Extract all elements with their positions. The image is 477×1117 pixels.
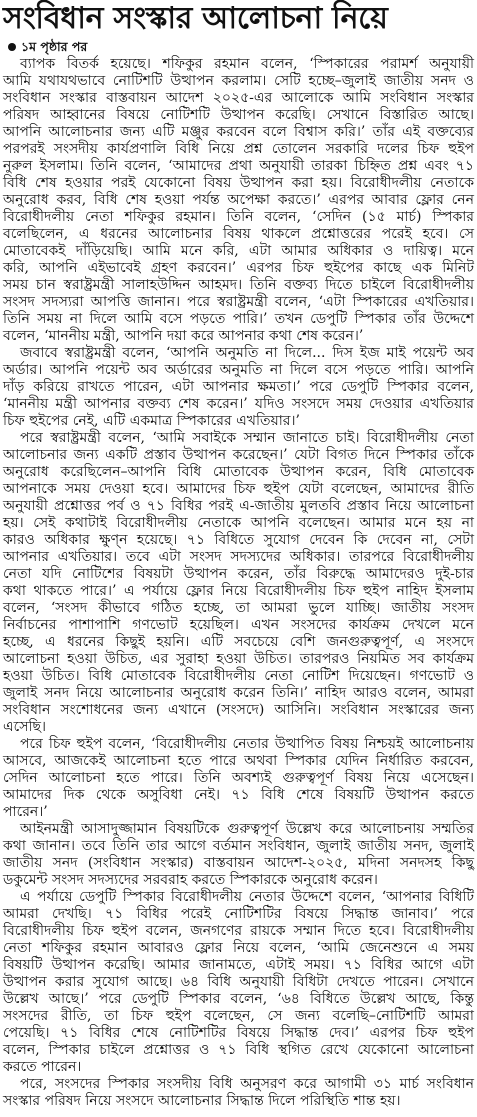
paragraph-line: মোতাবেকই দাঁড়িয়েছি। আমি মনে করি, এটা আমার অধিকার ও দায়িত্ব। মনে — [3, 243, 474, 259]
paragraph-line: পরিষদ আহ্বানের বিষয়ে নোটিশটি উত্থাপন করেছি। সেখানে বিস্তারিত আছে। — [3, 107, 474, 123]
paragraph-line: বলেছিলেন, এ ধরনের আলোচনার বিষয় থাকলে প্রশ্নোত্তরের পরেই হবে। সে — [3, 226, 474, 242]
paragraph-line: পরে স্বরাষ্ট্রমন্ত্রী বলেন, ‘আমি সবাইকে সম্মান জানাতে চাই। বিরোধীদলীয় নেতা — [20, 430, 474, 446]
paragraph-line: হওয়া উচিত। বিধি মোতাবেক বিরোধীদলীয় নেতা নোটিশ দিয়েছেন। গণভোট ও — [3, 668, 474, 684]
article-body — [3, 56, 474, 1110]
paragraph-line: অনুরোধ করেছিলেন–আপনি বিধি মোতাবেক উত্থাপন করেন, বিধি মোতাবেক — [3, 464, 474, 480]
paragraph-line: আপনার এখতিয়ার। তবে এটা সংসদ সদস্যদের অধিকার। তারপরে বিরোধীদলীয় — [3, 549, 474, 565]
paragraph-line: সংসদ সদস্যরা আপত্তি জানান। পরে স্বরাষ্ট্রমন্ত্রী বলেন, ‘এটা স্পিকারের এখতিয়ার। — [3, 294, 474, 310]
paragraph-line: সংবিধান সংস্কার বাস্তবায়ন আদেশ ২০২৫-এর আলোকে আমি সংবিধান সংস্কার — [3, 90, 474, 106]
paragraph-line: বিরোধীদলীয় চিফ হুইপ বলেন, জনগণের রায়কে সম্মান দিতে হবে। বিরোধীদলীয় — [3, 923, 474, 939]
paragraph-line: জবাবে স্বরাষ্ট্রমন্ত্রী বলেন, ‘আপনি অনুমতি না দিলে... দিস ইজ মাই পয়েন্ট অব — [20, 345, 474, 361]
paragraph-line: এসেছি। — [3, 719, 47, 735]
paragraph-line: আমাদের দিক থেকে অসুবিধা নেই। ৭১ বিধি শেষে বিষয়টি উত্থাপন করতে — [3, 787, 474, 803]
paragraph-line: আমি যথাযথভাবে নোটিশটি উত্থাপন করলাম। সেটি হচ্ছে–জুলাই জাতীয় সনদ ও — [3, 73, 474, 89]
paragraph-line: কথা জানান। তবে তিনি তার আগে বর্তমান সংবিধান, জুলাই জাতীয় সনদ, জুলাই — [3, 838, 474, 854]
paragraph-line: নেতা যদি নোটিশের বিষয়টা উত্থাপন করেন, তাঁর বিরুদ্ধে আমাদেরও দুই-চার — [3, 566, 474, 582]
paragraph-line: জুলাই সনদ নিয়ে আলোচনার অনুরোধ করেন তিনি।’ নাহিদ আরও বলেন, আমরা — [3, 685, 474, 701]
paragraph-line: চিফ হুইপের নেই, এটি একমাত্র স্পিকারের এখতিয়ার।’ — [3, 413, 300, 429]
headline: সংবিধান সংস্কার আলোচনা নিয়ে — [3, 1, 388, 36]
paragraph-line: পেয়েছি। ৭১ বিধির শেষে নোটিশটির বিষয়ে সিদ্ধান্ত দেব।’ এরপর চিফ হুইপ — [3, 1025, 474, 1041]
article-paragraph — [3, 56, 474, 345]
paragraph-line: বিধি শেষ হওয়ার পরই যেকোনো বিষয় উত্থাপন করা হয়। বিরোধীদলীয় নেতাকে — [3, 175, 474, 191]
paragraph-line: নির্বাচনের পাশাপাশি গণভোট হয়েছিল। এখন সংসদের কার্যক্রম দেখলে মনে — [3, 617, 474, 633]
paragraph-line: বিরোধীদলীয় নেতা শফিকুর রহমান। তিনি বলেন, ‘সেদিন (১৫ মার্চ) স্পিকার — [3, 209, 474, 225]
article-paragraph — [3, 889, 474, 1076]
paragraph-line: করি, আপনি এইভাবেই গ্রহণ করবেন।’ এরপর চিফ হুইপের কাছে এক মিনিট — [3, 260, 474, 276]
bullet-icon — [8, 43, 16, 51]
paragraph-line: অনুযায়ী প্রশ্নোত্তর পর্ব ও ৭১ বিধির পরই এ-জাতীয় মুলতবি প্রস্তাব নিয়ে আলোচনা — [3, 498, 474, 514]
paragraph-line: কথা থাকতে পারে।’ এ পর্যায়ে ফ্লোর নিয়ে বিরোধীদলীয় চিফ হুইপ নাহিদ ইসলাম — [3, 583, 474, 599]
paragraph-line: এ পর্যায়ে ডেপুটি স্পিকার বিরোধীদলীয় নেতার উদ্দেশে বলেন, ‘আপনার বিধিটি — [20, 889, 474, 905]
paragraph-line: পরপরই সংসদীয় কার্যপ্রণালি বিধি নিয়ে প্রশ্ন তোলেন সরকারি দলের চিফ হুইপ — [3, 141, 474, 157]
paragraph-line: ‘মাননীয় মন্ত্রী আপনার বক্তব্য শেষ করেন।’ যদিও সংসদে সময় দেওয়ার এখতিয়ার — [3, 396, 474, 412]
paragraph-line: বিষয়টি উত্থাপন করেছি। আমার জানামতে, এটাই সময়। ৭১ বিধির আগে এটা — [3, 957, 474, 973]
paragraph-line: বলেন, স্পিকার চাইলে প্রশ্নোত্তর ও ৭১ বিধি স্থগিত রেখে যেকোনো আলোচনা — [3, 1042, 474, 1058]
paragraph-line: আলোচনার জন্য একটি প্রস্তাব উত্থাপন করেছেন।’ যেটা বিগত দিনে স্পিকার তাঁকে — [3, 447, 474, 463]
paragraph-line: সংস্কার পরিষদ নিয়ে সংসদে আলোচনার সিদ্ধান্ত দিলে পরিস্থিতি শান্ত হয়। — [3, 1093, 401, 1109]
paragraph-line: জাতীয় সনদ (সংবিধান সংস্কার) বাস্তবায়ন আদেশ-২০২৫, মদিনা সনদসহ কিছু — [3, 855, 474, 871]
paragraph-line: পরে, সংসদের স্পিকার সংসদীয় বিধি অনুসরণ করে আগামী ৩১ মার্চ সংবিধান — [20, 1076, 474, 1092]
paragraph-line: আইনমন্ত্রী আসাদুজ্জামান বিষয়টিকে গুরুত্বপূর্ণ উল্লেখ করে আলোচনায় সম্মতির — [20, 821, 474, 837]
paragraph-line: আপনি আলোচনার জন্য এটি মঞ্জুর করবেন বলে বিশ্বাস করি।’ তাঁর এই বক্তব্যের — [3, 124, 474, 140]
paragraph-line: বলেন, ‘মাননীয় মন্ত্রী, আপনি দয়া করে আপনার কথা শেষ করেন।’ — [3, 328, 364, 344]
paragraph-line: পরে চিফ হুইপ বলেন, ‘বিরোধীদলীয় নেতার উত্থাপিত বিষয় নিশ্চয়ই আলোচনায় — [20, 736, 474, 752]
paragraph-line: সংসদের রীতি, তা চিফ হুইপ বলেছেন, সে জন্য বলেছি–নোটিশটি আমরা — [3, 1008, 474, 1024]
article-paragraph — [3, 1076, 474, 1110]
paragraph-line: আপনাকে সময় দেওয়া হবে। আমাদের চিফ হুইপ যেটা বলেছেন, আমাদের রীতি — [3, 481, 474, 497]
paragraph-line: সংবিধান সংশোধনের জন্য এখানে (সংসদে) আসিনি। সংবিধান সংস্কারের জন্য — [3, 702, 474, 718]
paragraph-line: পারেন।’ — [3, 804, 48, 820]
paragraph-line: নুরুল ইসলাম। তিনি বলেন, ‘আমাদের প্রথা অনুযায়ী তারকা চিহ্নিত প্রশ্ন এবং ৭১ — [3, 158, 474, 174]
paragraph-line: সেদিন আলোচনা হতে পারে। তিনি অবশ্যই গুরুত্বপূর্ণ বিষয় নিয়ে এসেছেন। — [3, 770, 474, 786]
paragraph-line: বলেন, ‘সংসদ কীভাবে গঠিত হচ্ছে, তা আমরা ভুলে যাচ্ছি। জাতীয় সংসদ — [3, 600, 474, 616]
article-paragraph — [3, 736, 474, 821]
paragraph-line: অনুরোধ করব, বিধি শেষ হওয়া পর্যন্ত অপেক্ষা করতে।’ এরপর আবার ফ্লোর নেন — [3, 192, 474, 208]
paragraph-line: অর্ডার। আপনি পয়েন্ট অব অর্ডারের অনুমতি না দিলে বসে পড়তে পারি। আপনি — [3, 362, 474, 378]
paragraph-line: দাঁড় করিয়ে রাখতে পারেন, এটা আপনার ক্ষমতা।’ পরে ডেপুটি স্পিকার বলেন, — [3, 379, 474, 395]
paragraph-line: আলোচনা হওয়া উচিত, এর সুরাহা হওয়া উচিত। তারপরও নিয়মিত সব কার্যক্রম — [3, 651, 474, 667]
paragraph-line: উত্থাপন করার সুযোগ আছে। ৬৪ বিধি অনুযায়ী বিধিটা দেখতে পারেন। সেখানে — [3, 974, 474, 990]
article-paragraph — [3, 430, 474, 736]
paragraph-line: আমরা দেখছি। ৭১ বিধির পরেই নোটিশটির বিষয়ে সিদ্ধান্ত জানাব।’ পরে — [3, 906, 474, 922]
article-paragraph — [3, 821, 474, 889]
paragraph-line: নেতা শফিকুর রহমান আবারও ফ্লোর নিয়ে বলেন, ‘আমি জেনেশুনে এ সময় — [3, 940, 474, 956]
paragraph-line: হচ্ছে, এ ধরনের কিছুই হয়নি। এটি সবচেয়ে বেশি জনগুরুত্বপূর্ণ, এ সংসদে — [3, 634, 474, 650]
paragraph-line: তিনি সময় না দিলে আমি বসে পড়তে পারি।’ তখন ডেপুটি স্পিকার তাঁর উদ্দেশে — [3, 311, 474, 327]
paragraph-line: করতে পারেন। — [3, 1059, 82, 1075]
article-paragraph — [3, 345, 474, 430]
paragraph-line: সময় চান স্বরাষ্ট্রমন্ত্রী সালাহউদ্দিন আহমদ। তিনি বক্তব্য দিতে চাইলে বিরোধীদলীয় — [3, 277, 474, 293]
paragraph-line: হয়। সেই কথাটাই বিরোধীদলীয় নেতাকে আপনি বলেছেন। আমার মনে হয় না — [3, 515, 474, 531]
paragraph-line: আসবে, আজকেই আলোচনা হতে পারে অথবা স্পিকার যেদিন নির্ধারিত করবেন, — [3, 753, 474, 769]
paragraph-line: ডকুমেন্ট সংসদ সদস্যদের সরবরাহ করতে স্পিকারকে অনুরোধ করেন। — [3, 872, 378, 888]
paragraph-line: কারও অধিকার ক্ষুণ্ন হয়েছে। ৭১ বিধিতে সুযোগ দেবেন কি দেবেন না, সেটা — [3, 532, 474, 548]
paragraph-line: উল্লেখ আছে।’ পরে ডেপুটি স্পিকার বলেন, ‘৬৪ বিধিতে উল্লেখ আছে, কিন্তু — [3, 991, 474, 1007]
paragraph-line: ব্যাপক বিতর্ক হয়েছে। শফিকুর রহমান বলেন, ‘স্পিকারের পরামর্শ অনুযায়ী — [20, 56, 474, 72]
continuation-line — [8, 38, 87, 56]
continuation-label: ১ম পৃষ্ঠার পর — [21, 39, 88, 54]
